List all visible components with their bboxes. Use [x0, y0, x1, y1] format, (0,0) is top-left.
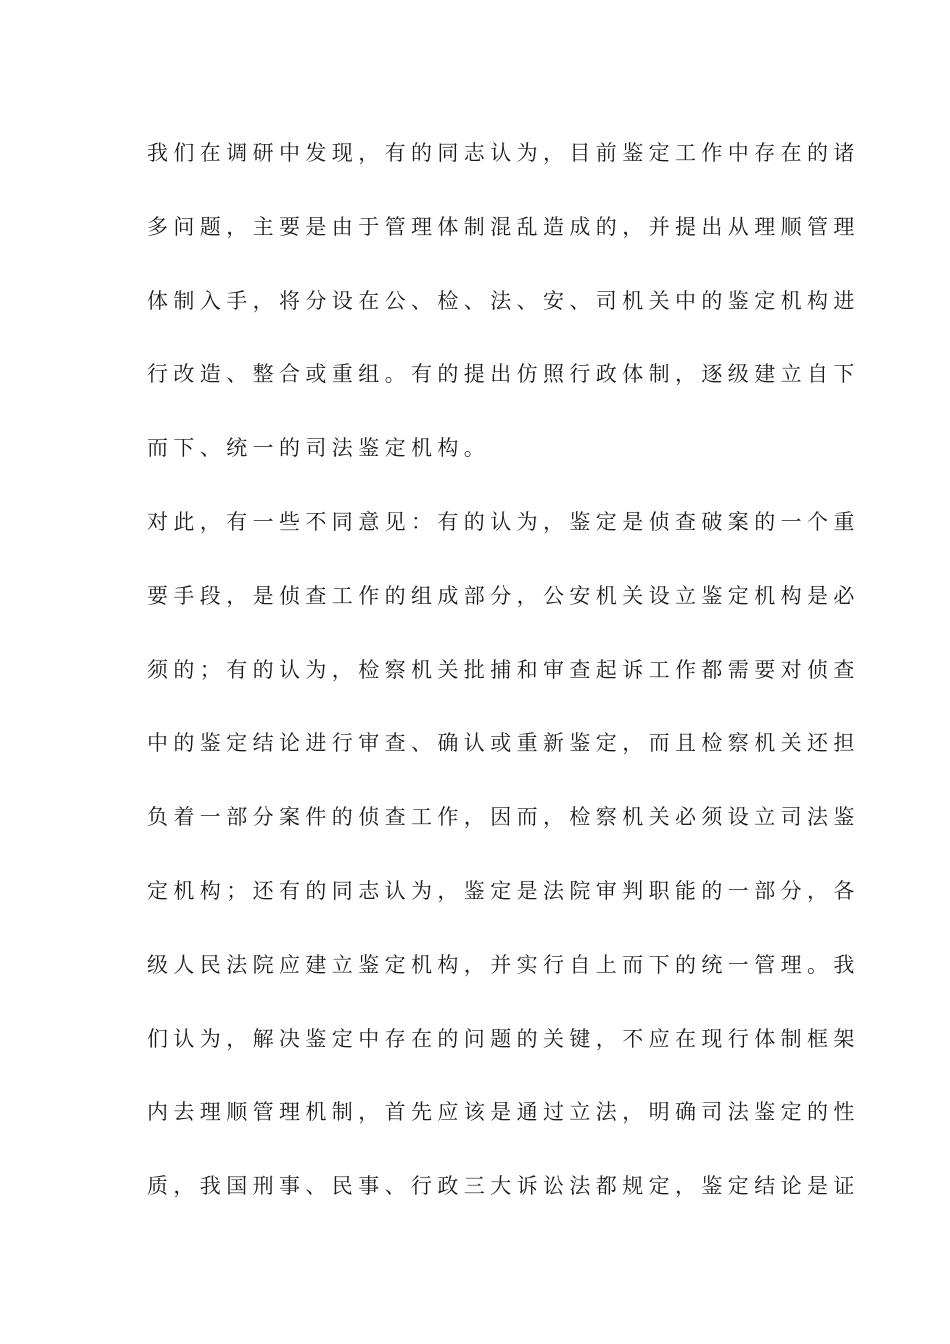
- text-line: 中的鉴定结论进行审查、确认或重新鉴定，而且检察机关还担: [147, 731, 860, 756]
- text-line: 定机构；还有的同志认为，鉴定是法院审判职能的一部分，各: [147, 878, 860, 903]
- body-text: [147, 130, 860, 1237]
- text-line: 我们在调研中发现，有的同志认为，目前鉴定工作中存在的诸: [147, 141, 860, 165]
- text-line: 体制入手，将分设在公、检、法、安、司机关中的鉴定机构进: [147, 288, 860, 313]
- text-line: 负着一部分案件的侦查工作，因而，检察机关必须设立司法鉴: [147, 805, 860, 830]
- text-line: 多问题，主要是由于管理体制混乱造成的，并提出从理顺管理: [147, 214, 860, 239]
- text-line: 须的；有的认为，检察机关批捕和审查起诉工作都需要对侦查: [147, 657, 860, 682]
- text-line: 行改造、整合或重组。有的提出仿照行政体制，逐级建立自下: [147, 362, 860, 387]
- text-line: 级人民法院应建立鉴定机构，并实行自上而下的统一管理。我: [147, 952, 860, 977]
- text-line: 要手段，是侦查工作的组成部分，公安机关设立鉴定机构是必: [147, 583, 860, 608]
- text-line: 质，我国刑事、民事、行政三大诉讼法都规定，鉴定结论是证: [147, 1174, 860, 1199]
- text-line: 而下、统一的司法鉴定机构。: [147, 436, 491, 461]
- text-line: 内去理顺管理机制，首先应该是通过立法，明确司法鉴定的性: [147, 1100, 860, 1125]
- text-line: 对此，有一些不同意见：有的认为，鉴定是侦查破案的一个重: [147, 509, 860, 534]
- text-line: 们认为，解决鉴定中存在的问题的关键，不应在现行体制框架: [147, 1026, 860, 1051]
